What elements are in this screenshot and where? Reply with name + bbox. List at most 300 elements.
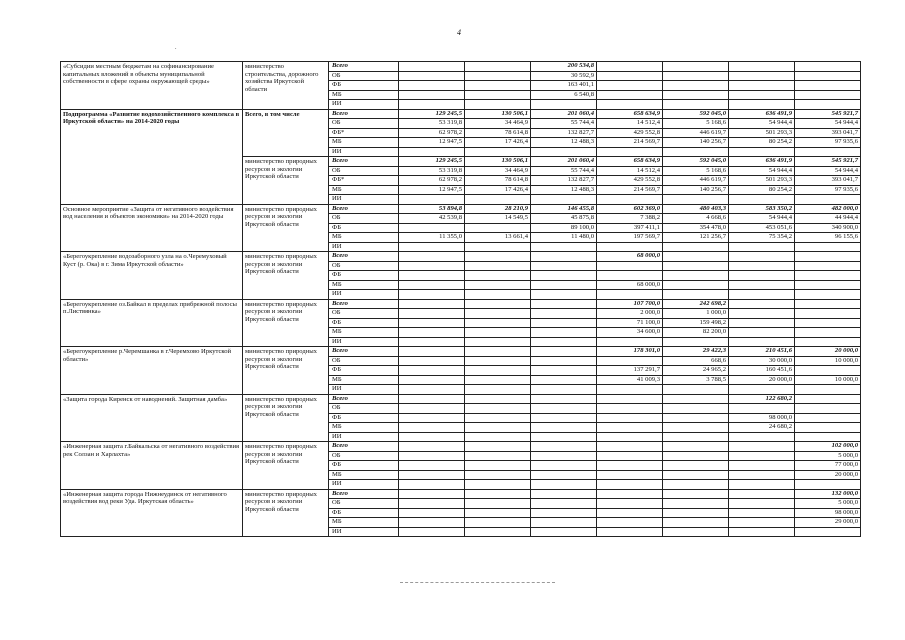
value-cell: 54 944,4 <box>729 166 795 176</box>
value-cell <box>531 518 597 528</box>
value-cell: 5 000,0 <box>795 451 861 461</box>
value-cell <box>663 100 729 110</box>
value-cell <box>795 366 861 376</box>
funding-source-cell: МБ <box>329 328 399 338</box>
value-cell: 12 947,5 <box>399 138 465 148</box>
value-cell: 80 254,2 <box>729 138 795 148</box>
value-cell <box>663 280 729 290</box>
value-cell <box>729 62 795 72</box>
funding-source-cell: ОБ <box>329 214 399 224</box>
value-cell: 121 256,7 <box>663 233 729 243</box>
funding-source-cell: МБ <box>329 423 399 433</box>
funding-source-cell: ФБ <box>329 318 399 328</box>
value-cell <box>729 527 795 537</box>
value-cell <box>597 508 663 518</box>
value-cell <box>663 394 729 404</box>
value-cell <box>663 423 729 433</box>
value-cell: 55 744,4 <box>531 119 597 129</box>
value-cell <box>465 385 531 395</box>
value-cell <box>729 252 795 262</box>
value-cell <box>597 404 663 414</box>
value-cell <box>663 480 729 490</box>
funding-source-cell: ИИ <box>329 195 399 205</box>
value-cell: 480 403,3 <box>663 204 729 214</box>
value-cell <box>663 432 729 442</box>
value-cell <box>795 71 861 81</box>
value-cell: 393 041,7 <box>795 176 861 186</box>
value-cell: 12 947,5 <box>399 185 465 195</box>
funding-source-cell: ФБ <box>329 271 399 281</box>
value-cell: 24 680,2 <box>729 423 795 433</box>
value-cell: 5 168,6 <box>663 119 729 129</box>
value-cell: 10 000,0 <box>795 375 861 385</box>
funding-source-cell: Всего <box>329 442 399 452</box>
value-cell: 68 000,0 <box>597 252 663 262</box>
value-cell <box>597 480 663 490</box>
value-cell <box>729 518 795 528</box>
value-cell <box>531 328 597 338</box>
value-cell <box>795 81 861 91</box>
value-cell <box>465 518 531 528</box>
funding-source-cell: ОБ <box>329 71 399 81</box>
funding-source-cell: МБ <box>329 470 399 480</box>
funding-source-cell: Всего <box>329 299 399 309</box>
funding-source-cell: ОБ <box>329 119 399 129</box>
value-cell: 130 506,1 <box>465 109 531 119</box>
value-cell <box>597 81 663 91</box>
value-cell <box>597 261 663 271</box>
value-cell <box>399 100 465 110</box>
funding-source-cell: Всего <box>329 62 399 72</box>
value-cell <box>531 451 597 461</box>
value-cell <box>795 328 861 338</box>
page-number: 4 <box>457 28 461 37</box>
funding-source-cell: ОБ <box>329 356 399 366</box>
value-cell <box>399 375 465 385</box>
value-cell <box>465 271 531 281</box>
table-row <box>61 394 861 404</box>
value-cell <box>531 442 597 452</box>
value-cell <box>399 394 465 404</box>
value-cell <box>663 252 729 262</box>
budget-table <box>60 61 861 537</box>
value-cell: 132 827,7 <box>531 128 597 138</box>
value-cell: 132 000,0 <box>795 489 861 499</box>
table-row <box>61 62 861 72</box>
value-cell <box>663 499 729 509</box>
funding-source-cell: Всего <box>329 489 399 499</box>
value-cell: 3 788,5 <box>663 375 729 385</box>
value-cell <box>795 290 861 300</box>
value-cell: 501 293,3 <box>729 176 795 186</box>
table-row <box>61 109 861 119</box>
value-cell: 29 422,3 <box>663 347 729 357</box>
value-cell: 129 245,5 <box>399 109 465 119</box>
value-cell <box>465 261 531 271</box>
value-cell <box>531 242 597 252</box>
value-cell: 54 944,4 <box>795 119 861 129</box>
value-cell <box>399 62 465 72</box>
value-cell <box>729 71 795 81</box>
value-cell <box>663 527 729 537</box>
value-cell <box>597 413 663 423</box>
value-cell: 446 619,7 <box>663 176 729 186</box>
value-cell: 592 045,0 <box>663 157 729 167</box>
value-cell: 140 256,7 <box>663 185 729 195</box>
value-cell <box>663 90 729 100</box>
value-cell <box>729 442 795 452</box>
value-cell: 214 569,7 <box>597 138 663 148</box>
funding-source-cell: ИИ <box>329 385 399 395</box>
funding-source-cell: ФБ <box>329 223 399 233</box>
value-cell <box>465 461 531 471</box>
value-cell <box>399 366 465 376</box>
value-cell <box>399 423 465 433</box>
value-cell <box>531 423 597 433</box>
value-cell <box>399 271 465 281</box>
value-cell <box>729 261 795 271</box>
value-cell <box>531 299 597 309</box>
value-cell <box>531 508 597 518</box>
value-cell <box>399 508 465 518</box>
value-cell: 200 534,8 <box>531 62 597 72</box>
value-cell: 54 944,4 <box>729 214 795 224</box>
value-cell <box>531 404 597 414</box>
funding-source-cell: ФБ <box>329 413 399 423</box>
value-cell <box>663 261 729 271</box>
funding-source-cell: ИИ <box>329 337 399 347</box>
value-cell <box>729 309 795 319</box>
value-cell <box>729 280 795 290</box>
value-cell: 17 426,4 <box>465 185 531 195</box>
value-cell <box>663 81 729 91</box>
value-cell <box>465 394 531 404</box>
value-cell <box>465 508 531 518</box>
value-cell <box>465 328 531 338</box>
value-cell <box>597 527 663 537</box>
funding-source-cell: Всего <box>329 109 399 119</box>
funding-source-cell: ОБ <box>329 499 399 509</box>
activity-name: «Берегоукрепление оз.Байкал в пределах прибрежной полосы п.Листвянка» <box>61 299 243 347</box>
value-cell: 34 600,0 <box>597 328 663 338</box>
value-cell <box>531 470 597 480</box>
value-cell: 6 540,8 <box>531 90 597 100</box>
value-cell <box>795 62 861 72</box>
funding-source-cell: ИИ <box>329 242 399 252</box>
value-cell <box>729 299 795 309</box>
value-cell: 7 388,2 <box>597 214 663 224</box>
value-cell: 54 944,4 <box>795 166 861 176</box>
value-cell: 34 464,9 <box>465 166 531 176</box>
activity-name: «Инженерная защита города Нижнеудинск от негативного воздействия вод реки Уда. Иркутская область» <box>61 489 243 537</box>
value-cell: 80 254,2 <box>729 185 795 195</box>
table-row <box>61 252 861 262</box>
value-cell <box>399 347 465 357</box>
value-cell <box>795 195 861 205</box>
value-cell <box>465 318 531 328</box>
value-cell: 20 000,0 <box>795 347 861 357</box>
activity-name: Подпрограмма «Развитие водохозяйственного комплекса в Иркутской области» на 2014-2020 годы <box>61 109 243 204</box>
value-cell <box>663 62 729 72</box>
value-cell <box>597 71 663 81</box>
value-cell <box>465 90 531 100</box>
executor-cell: министерство природных ресурсов и экологии Иркутской области <box>243 157 329 205</box>
executor-cell: министерство природных ресурсов и экологии Иркутской области <box>243 252 329 300</box>
value-cell <box>399 413 465 423</box>
value-cell: 17 426,4 <box>465 138 531 148</box>
value-cell <box>795 271 861 281</box>
table-row <box>61 299 861 309</box>
value-cell <box>795 309 861 319</box>
value-cell <box>663 451 729 461</box>
value-cell: 1 000,0 <box>663 309 729 319</box>
value-cell <box>399 404 465 414</box>
value-cell: 78 614,8 <box>465 128 531 138</box>
funding-source-cell: ОБ <box>329 309 399 319</box>
value-cell <box>795 432 861 442</box>
funding-source-cell: Всего <box>329 204 399 214</box>
value-cell <box>663 518 729 528</box>
value-cell <box>531 375 597 385</box>
value-cell <box>531 252 597 262</box>
value-cell <box>795 404 861 414</box>
value-cell: 13 661,4 <box>465 233 531 243</box>
value-cell: 5 000,0 <box>795 499 861 509</box>
value-cell <box>465 442 531 452</box>
value-cell: 71 100,0 <box>597 318 663 328</box>
value-cell <box>465 499 531 509</box>
value-cell <box>399 461 465 471</box>
funding-source-cell: ИИ <box>329 527 399 537</box>
value-cell: 45 875,8 <box>531 214 597 224</box>
value-cell <box>663 337 729 347</box>
executor-cell: министерство строительства, дорожного хозяйства Иркутской области <box>243 62 329 110</box>
activity-name: Основное мероприятие «Защита от негативного воздействия вод населения и объектов экономики» на 2014-2020 годы <box>61 204 243 252</box>
value-cell: 160 451,6 <box>729 366 795 376</box>
value-cell <box>399 328 465 338</box>
funding-source-cell: ОБ <box>329 404 399 414</box>
value-cell <box>465 81 531 91</box>
value-cell <box>729 318 795 328</box>
funding-source-cell: ФБ* <box>329 128 399 138</box>
value-cell: 55 744,4 <box>531 166 597 176</box>
value-cell <box>795 527 861 537</box>
value-cell <box>465 451 531 461</box>
value-cell <box>597 518 663 528</box>
value-cell <box>597 470 663 480</box>
funding-source-cell: МБ <box>329 375 399 385</box>
value-cell <box>465 309 531 319</box>
value-cell <box>729 147 795 157</box>
value-cell <box>663 271 729 281</box>
value-cell <box>795 413 861 423</box>
value-cell <box>729 290 795 300</box>
value-cell: 210 451,6 <box>729 347 795 357</box>
value-cell <box>663 71 729 81</box>
value-cell <box>597 451 663 461</box>
value-cell <box>465 366 531 376</box>
value-cell <box>795 480 861 490</box>
value-cell: 62 978,2 <box>399 176 465 186</box>
value-cell: 393 041,7 <box>795 128 861 138</box>
table-row <box>61 347 861 357</box>
value-cell <box>465 413 531 423</box>
value-cell: 41 009,3 <box>597 375 663 385</box>
value-cell <box>729 195 795 205</box>
value-cell: 583 350,2 <box>729 204 795 214</box>
value-cell <box>465 337 531 347</box>
value-cell <box>795 280 861 290</box>
value-cell <box>399 318 465 328</box>
activity-name: «Субсидии местным бюджетам на софинансирование капитальных вложений в объекты муниципальной собственности в сфере охраны окружающей среды» <box>61 62 243 110</box>
funding-source-cell: ИИ <box>329 290 399 300</box>
value-cell: 14 512,4 <box>597 166 663 176</box>
value-cell: 197 569,7 <box>597 233 663 243</box>
value-cell <box>729 499 795 509</box>
value-cell <box>399 223 465 233</box>
value-cell <box>795 261 861 271</box>
value-cell <box>465 356 531 366</box>
value-cell: 429 552,8 <box>597 176 663 186</box>
value-cell <box>531 366 597 376</box>
value-cell <box>795 318 861 328</box>
value-cell <box>795 242 861 252</box>
value-cell: 42 539,8 <box>399 214 465 224</box>
value-cell: 97 935,6 <box>795 138 861 148</box>
value-cell: 53 319,8 <box>399 119 465 129</box>
value-cell <box>465 147 531 157</box>
value-cell <box>399 337 465 347</box>
value-cell <box>597 394 663 404</box>
value-cell: 602 369,0 <box>597 204 663 214</box>
value-cell: 453 051,6 <box>729 223 795 233</box>
value-cell <box>597 356 663 366</box>
value-cell <box>399 499 465 509</box>
value-cell <box>729 461 795 471</box>
value-cell <box>531 480 597 490</box>
value-cell: 20 000,0 <box>729 375 795 385</box>
value-cell: 130 506,1 <box>465 157 531 167</box>
value-cell: 4 668,6 <box>663 214 729 224</box>
funding-source-cell: МБ <box>329 185 399 195</box>
value-cell <box>729 271 795 281</box>
funding-source-cell: МБ <box>329 138 399 148</box>
value-cell <box>531 347 597 357</box>
value-cell: 12 488,3 <box>531 138 597 148</box>
value-cell <box>465 375 531 385</box>
value-cell <box>531 261 597 271</box>
value-cell <box>531 394 597 404</box>
value-cell <box>795 252 861 262</box>
value-cell <box>729 480 795 490</box>
value-cell <box>399 356 465 366</box>
value-cell <box>597 432 663 442</box>
value-cell <box>399 451 465 461</box>
value-cell: 10 000,0 <box>795 356 861 366</box>
value-cell: 545 921,7 <box>795 109 861 119</box>
executor-cell: министерство природных ресурсов и экологии Иркутской области <box>243 442 329 490</box>
value-cell <box>795 385 861 395</box>
value-cell: 397 411,1 <box>597 223 663 233</box>
funding-source-cell: ФБ* <box>329 176 399 186</box>
value-cell <box>663 442 729 452</box>
value-cell <box>465 470 531 480</box>
funding-source-cell: ОБ <box>329 166 399 176</box>
value-cell <box>531 147 597 157</box>
bottom-rule <box>400 582 555 583</box>
value-cell <box>531 100 597 110</box>
executor-cell: министерство природных ресурсов и экологии Иркутской области <box>243 394 329 442</box>
value-cell: 2 000,0 <box>597 309 663 319</box>
value-cell: 354 478,0 <box>663 223 729 233</box>
value-cell <box>399 261 465 271</box>
value-cell <box>531 461 597 471</box>
value-cell <box>597 290 663 300</box>
value-cell <box>399 71 465 81</box>
value-cell <box>597 423 663 433</box>
value-cell <box>597 442 663 452</box>
value-cell <box>597 100 663 110</box>
table-row <box>61 204 861 214</box>
activity-name: «Инженерная защита г.Байкальска от негативного воздействия рек Солзан и Харлахта» <box>61 442 243 490</box>
value-cell: 592 045,0 <box>663 109 729 119</box>
value-cell <box>399 470 465 480</box>
value-cell <box>663 385 729 395</box>
value-cell <box>597 385 663 395</box>
funding-source-cell: ИИ <box>329 480 399 490</box>
funding-source-cell: МБ <box>329 518 399 528</box>
value-cell <box>465 252 531 262</box>
executor-cell: министерство природных ресурсов и экологии Иркутской области <box>243 204 329 252</box>
value-cell: 11 480,0 <box>531 233 597 243</box>
value-cell <box>465 432 531 442</box>
value-cell <box>597 337 663 347</box>
value-cell <box>597 271 663 281</box>
value-cell <box>663 413 729 423</box>
value-cell <box>399 147 465 157</box>
value-cell: 446 619,7 <box>663 128 729 138</box>
value-cell: 201 060,4 <box>531 157 597 167</box>
value-cell <box>597 195 663 205</box>
value-cell <box>729 100 795 110</box>
value-cell <box>795 337 861 347</box>
value-cell <box>795 147 861 157</box>
value-cell <box>531 271 597 281</box>
value-cell <box>399 242 465 252</box>
value-cell <box>531 356 597 366</box>
value-cell: 97 935,6 <box>795 185 861 195</box>
value-cell <box>465 404 531 414</box>
value-cell <box>795 299 861 309</box>
value-cell <box>531 527 597 537</box>
value-cell: 146 455,8 <box>531 204 597 214</box>
value-cell: 34 464,9 <box>465 119 531 129</box>
value-cell <box>531 290 597 300</box>
table-row <box>61 489 861 499</box>
funding-source-cell: ОБ <box>329 261 399 271</box>
value-cell: 82 200,0 <box>663 328 729 338</box>
value-cell <box>531 318 597 328</box>
value-cell <box>729 489 795 499</box>
executor-cell: Всего, в том числе <box>243 109 329 157</box>
value-cell <box>663 195 729 205</box>
value-cell <box>465 299 531 309</box>
value-cell <box>531 432 597 442</box>
value-cell <box>795 394 861 404</box>
funding-source-cell: ОБ <box>329 451 399 461</box>
value-cell: 163 401,1 <box>531 81 597 91</box>
funding-source-cell: ФБ <box>329 508 399 518</box>
